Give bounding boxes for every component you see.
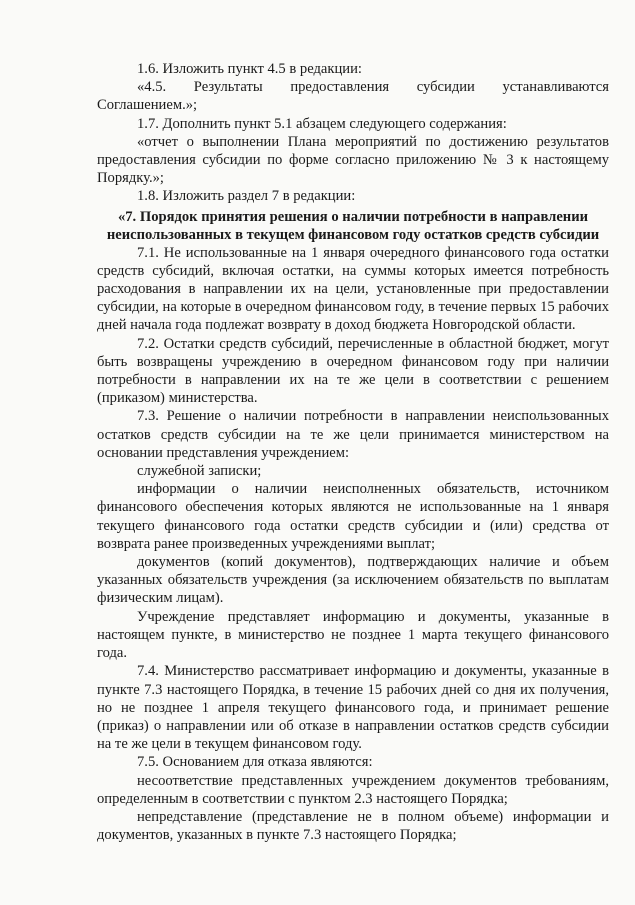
paragraph-deadline: Учреждение представляет информацию и документы, указанные в настоящем пункте, в министерство не позднее 1 марта текущего финансового года.	[97, 608, 609, 662]
paragraph-obligations-info: информации о наличии неисполненных обязательств, источником финансового обеспечения которых являются не использованные на 1 января текущего финансового года остатки средств субсидии и (или) средства от возврата ранее произведенных учреждениями выплат;	[97, 481, 609, 552]
paragraph-refusal-reason-2: непредставление (представление не в полном объеме) информации и документов, указанных в пункте 7.3 настоящего Порядка;	[97, 808, 609, 844]
paragraph-1-8: 1.8. Изложить раздел 7 в редакции:	[137, 188, 356, 205]
paragraph-documents: документов (копий документов), подтверждающих наличие и объем указанных обязательств учреждения (за исключением обязательств по выплатам физическим лицам).	[97, 554, 609, 607]
document-body	[97, 60, 609, 844]
paragraph-memo: служебной записки;	[137, 463, 262, 480]
paragraph-4-5-quote: «4.5. Результаты предоставления субсидии устанавливаются Соглашением.»;	[97, 79, 609, 114]
paragraph-1-7: 1.7. Дополнить пункт 5.1 абзацем следующего содержания:	[137, 115, 507, 132]
paragraph-report-quote: «отчет о выполнении Плана мероприятий по достижению результатов предоставления субсидии по форме согласно приложению № 3 к настоящему Порядку.»;	[97, 133, 609, 187]
paragraph-refusal-reason-1: несоответствие представленных учреждением документов требованиям, определенным в соответствии с пунктом 2.3 настоящего Порядка;	[97, 772, 609, 807]
paragraph-7-3: 7.3. Решение о наличии потребности в направлении неиспользованных остатков средств субсидии на те же цели принимается министерством на основании представления учреждением:	[97, 408, 609, 461]
paragraph-7-5: 7.5. Основанием для отказа являются:	[137, 754, 373, 771]
paragraph-7-4: 7.4. Министерство рассматривает информацию и документы, указанные в пункте 7.3 настоящего Порядка, в течение 15 рабочих дней со дня их получения, но не позднее 1 апреля текущего финансового года, и принимает решение (приказ) о направлении или об отказе в направлении остатков средств субсидии на те же цели в текущем финансовом году.	[97, 663, 609, 753]
paragraph-7-1: 7.1. Не использованные на 1 января очередного финансового года остатки средств субсидий, включая остатки, на суммы которых имеется потребность расходования в направлении их на цели, установленные при предоставлении субсидии, на которые в очередном финансовом году, в течение первых 15 рабочих дней начала года подлежат возврату в доход бюджета Новгородской области.	[97, 244, 609, 334]
paragraph-1-6: 1.6. Изложить пункт 4.5 в редакции:	[137, 61, 362, 77]
section-7-heading: «7. Порядок принятия решения о наличии потребности в направлении неиспользованных в текущем финансовом году остатков средств субсидии	[106, 208, 600, 243]
paragraph-7-2: 7.2. Остатки средств субсидий, перечисленные в областной бюджет, могут быть возвращены учреждению в очередном финансовом году при наличии потребности в направлении их на те же цели в соответствии с решением (приказом) министерства.	[97, 335, 609, 407]
